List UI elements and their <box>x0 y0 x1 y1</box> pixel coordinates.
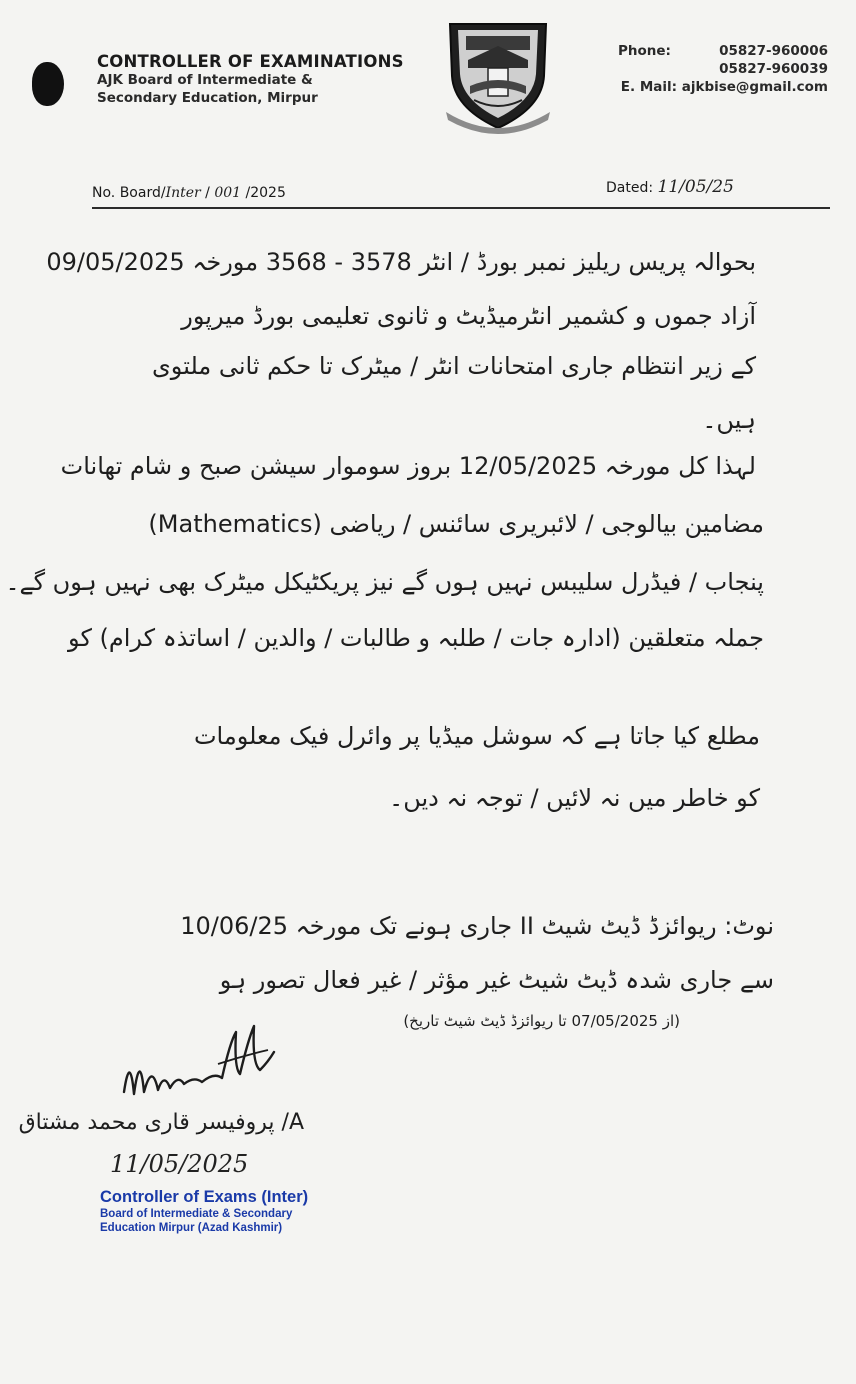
phone-number-1: 05827-960006 <box>719 43 828 59</box>
body-line-2: آزاد جموں و کشمیر انٹرمیڈیٹ و ثانوی تعلیمی بورڈ میرپور <box>181 302 756 330</box>
date-field <box>606 177 734 197</box>
punch-hole-mark <box>32 62 64 106</box>
reference-suffix: /2025 <box>241 185 286 201</box>
stamp-line-1: Board of Intermediate & Secondary <box>100 1208 293 1220</box>
signatory-name: A/ پروفیسر قاری محمد مشتاق <box>18 1110 304 1135</box>
reference-prefix: No. Board/ <box>92 185 166 201</box>
header-contact-block <box>618 42 828 96</box>
stamp-line-2: Education Mirpur (Azad Kashmir) <box>100 1222 283 1234</box>
org-name-line1: AJK Board of Intermediate & <box>97 72 313 88</box>
body-line-1: بحوالہ پریس ریلیز نمبر بورڈ / انٹر 3578 - 3568 مورخہ 09/05/2025 <box>46 248 756 276</box>
body-line-6: مضامین بیالوجی / لائبریری سائنس / ریاضی (Mathematics) <box>148 510 764 538</box>
handwritten-signature <box>118 1012 278 1107</box>
date-label: Dated: <box>606 180 654 196</box>
body-line-4: ہیں۔ <box>702 406 756 434</box>
note-line-3: (از 07/05/2025 تا ریوائزڈ ڈیٹ شیٹ تاریخ) <box>403 1012 680 1030</box>
official-stamp <box>100 1188 309 1235</box>
note-line-2: سے جاری شدہ ڈیٹ شیٹ غیر مؤثر / غیر فعال تصور ہو <box>219 966 774 994</box>
reference-number <box>92 185 286 201</box>
office-title: CONTROLLER OF EXAMINATIONS <box>97 52 404 71</box>
body-line-7: پنجاب / فیڈرل سلیبس نہیں ہوں گے نیز پریکٹیکل میٹرک بھی نہیں ہوں گے۔ <box>5 568 764 596</box>
stamp-title: Controller of Exams (Inter) <box>100 1188 309 1206</box>
body-line-3: کے زیر انتظام جاری امتحانات انٹر / میٹرک تا حکم ثانی ملتوی <box>152 352 756 380</box>
body-line-9: مطلع کیا جاتا ہے کہ سوشل میڈیا پر وائرل فیک معلومات <box>193 722 760 750</box>
body-line-5: لہذا کل مورخہ 12/05/2025 بروز سوموار سیشن صبح و شام تھانات <box>60 452 756 480</box>
body-line-8: جملہ متعلقین (ادارہ جات / طلبہ و طالبات / والدین / اساتذہ کرام) کو <box>68 624 764 652</box>
phone-label: Phone: <box>618 43 671 59</box>
reference-separator: / <box>200 185 215 201</box>
phone-number-2: 05827-960039 <box>719 61 828 77</box>
signature-date: 11/05/2025 <box>110 1150 249 1178</box>
reference-row <box>92 177 832 215</box>
reference-handwritten-part1: Inter <box>165 185 201 201</box>
header-office-block <box>97 52 437 107</box>
board-crest-logo <box>444 16 552 134</box>
date-value: 11/05/25 <box>657 177 734 197</box>
phone-line-1 <box>618 42 828 60</box>
reference-handwritten-part2: 001 <box>214 185 242 201</box>
body-line-10: کو خاطر میں نہ لائیں / توجہ نہ دیں۔ <box>389 784 760 812</box>
email-address: E. Mail: ajkbise@gmail.com <box>620 79 828 95</box>
note-line-1: نوٹ: ریوائزڈ ڈیٹ شیٹ II جاری ہونے تک مورخہ 10/06/25 <box>180 912 774 940</box>
org-name-line2: Secondary Education, Mirpur <box>97 90 318 106</box>
header-divider <box>92 207 830 209</box>
